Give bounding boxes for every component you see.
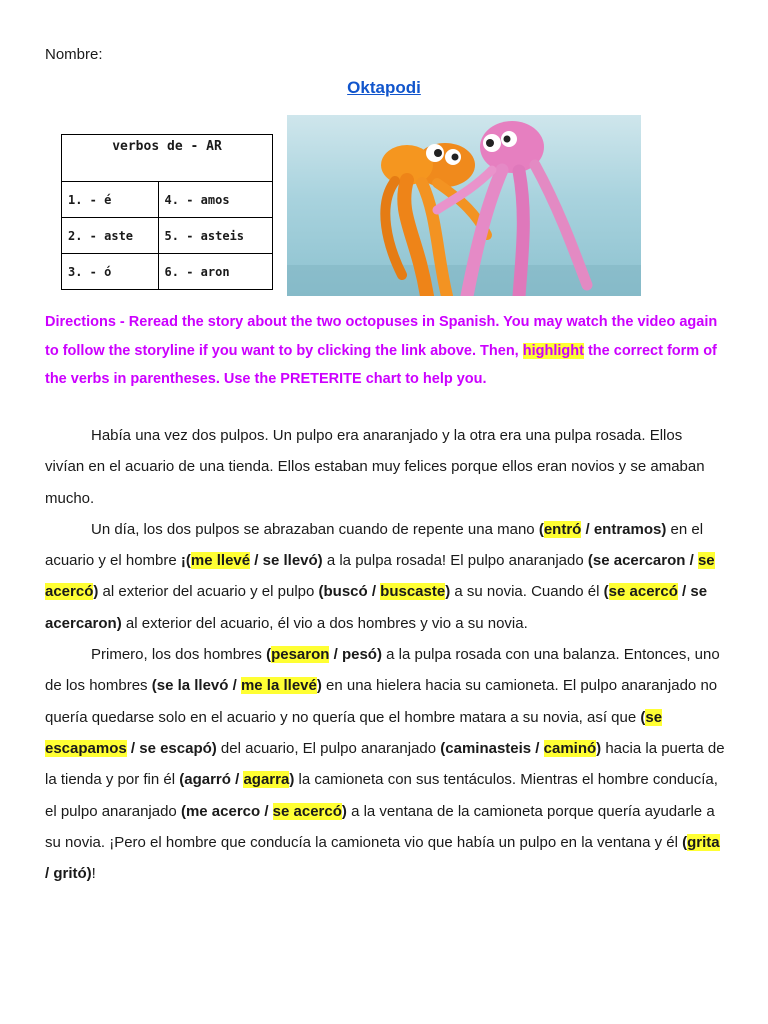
table-cell: 2. - aste xyxy=(62,218,159,254)
nombre-label: Nombre: xyxy=(45,46,103,63)
table-row xyxy=(62,254,273,290)
story-text-segment: al exterior del acuario, él vio a dos hombres y vio a su novia. xyxy=(121,614,528,632)
directions-part2: the correct form of the verbs in parentheses. Use the PRETERITE chart to help you. xyxy=(45,342,717,388)
story-text-segment: la camioneta con sus tentáculos. Mientras el hombre conducía, el pulpo anaranjado xyxy=(45,771,718,820)
table-cell: 4. - amos xyxy=(158,182,272,218)
octopus-icon xyxy=(287,115,641,296)
story-text-segment: a la ventana de la camioneta porque quería ayudarle a su novia. ¡Pero el hombre que conducía la camioneta vio que había un pulpo en la ventana y él xyxy=(45,802,715,851)
highlighted-verb: me la llevé xyxy=(240,677,317,695)
table-row xyxy=(62,182,273,218)
table-cell: 5. - asteis xyxy=(158,218,272,254)
verb-choice-text: ( xyxy=(603,583,609,601)
verb-choice-text: / se escapó) xyxy=(126,739,217,757)
verb-chart-header: verbos de - AR xyxy=(62,135,273,182)
highlighted-verb: se acercó xyxy=(272,802,342,820)
story-paragraph-1: Había una vez dos pulpos. Un pulpo era anaranjado y la otra era una pulpa rosada. Ellos vivían en el acuario de una tienda. Ellos estaban muy felices porque ellos eran novios y se amaban mucho. xyxy=(45,427,705,507)
highlighted-verb: grita xyxy=(687,833,720,851)
story-text-segment: del acuario, El pulpo anaranjado xyxy=(216,739,441,757)
table-row xyxy=(62,218,273,254)
story-text-segment: en el acuario y el hombre xyxy=(45,520,704,570)
table-cell: 6. - aron xyxy=(158,254,272,290)
story-text-segment: en una hielera hacia su camioneta. El pulpo anaranjado no quería quedarse solo en el acuario y no quería que el hombre matara a su novia, así que xyxy=(45,677,718,726)
verb-choice-text: ) xyxy=(445,583,451,601)
highlighted-verb: se escapamos xyxy=(45,708,663,757)
story-text-segment: a su novia. Cuando él xyxy=(450,583,604,601)
story-paragraph-3 xyxy=(45,639,725,889)
highlighted-verb: me llevé xyxy=(190,552,251,570)
story-text-segment: al exterior del acuario y el pulpo xyxy=(98,583,319,601)
directions-text xyxy=(45,308,725,394)
verb-chart-table xyxy=(61,134,273,290)
verb-choice-text: / se llevó) xyxy=(250,552,323,570)
table-cell: 3. - ó xyxy=(62,254,159,290)
highlighted-verb: se acercó xyxy=(608,583,678,601)
story-text-segment: a la pulpa rosada con una balanza. Entonces, uno de los hombres xyxy=(45,646,720,695)
verb-choice-text: ) xyxy=(289,771,295,789)
story-paragraph-2 xyxy=(45,514,725,639)
directions-part1: Directions - Reread the story about the two octopuses in Spanish. You may watch the video again to follow the storyline if you want to by clicking the link above. Then, xyxy=(45,314,718,359)
verb-choice-text: / gritó) xyxy=(45,865,92,883)
highlighted-verb: buscaste xyxy=(380,583,446,601)
verb-choice-text: ) xyxy=(596,739,602,757)
highlighted-verb: caminó xyxy=(543,739,597,757)
highlighted-verb: entró xyxy=(543,520,582,538)
story-text-segment: Un día, los dos pulpos se abrazaban cuando de repente una mano xyxy=(91,520,539,538)
table-cell: 1. - é xyxy=(62,182,159,218)
directions-highlight-word: highlight xyxy=(522,342,584,359)
story-text-segment: Primero, los dos hombres xyxy=(91,646,267,664)
verb-choice-text: / pesó) xyxy=(329,646,382,664)
page-title-link[interactable]: Oktapodi xyxy=(347,78,421,97)
verb-choice-text: ( xyxy=(538,520,544,538)
verb-choice-text: (me acerco / xyxy=(180,802,273,820)
verb-choice-text: ( xyxy=(640,708,646,726)
verb-choice-text: (agarró / xyxy=(179,771,244,789)
story-text xyxy=(45,420,725,889)
highlighted-verb: agarra xyxy=(243,771,290,789)
verb-choice-text: / se acercaron) xyxy=(45,583,708,632)
verb-choice-text: (se acercaron / xyxy=(587,552,698,570)
verb-choice-text: ) xyxy=(341,802,347,820)
highlighted-verb: se acercó xyxy=(45,552,715,601)
verb-choice-text: ( xyxy=(682,833,688,851)
verb-choice-text: ) xyxy=(316,677,322,695)
verb-choice-text: (caminasteis / xyxy=(440,739,544,757)
verb-choice-text: ( xyxy=(266,646,272,664)
verb-choice-text: (buscó / xyxy=(318,583,381,601)
story-text-segment: hacia la puerta de la tienda y por fin él xyxy=(45,739,725,789)
octopus-illustration xyxy=(287,115,641,296)
verb-choice-text: / entramos) xyxy=(581,520,667,538)
story-text-segment: ! xyxy=(91,865,96,883)
verb-choice-text: ¡( xyxy=(180,552,191,570)
verb-choice-text: ) xyxy=(93,583,99,601)
verb-choice-text: (se la llevó / xyxy=(151,677,241,695)
highlighted-verb: pesaron xyxy=(271,646,330,664)
story-text-segment: a la pulpa rosada! El pulpo anaranjado xyxy=(322,552,588,570)
